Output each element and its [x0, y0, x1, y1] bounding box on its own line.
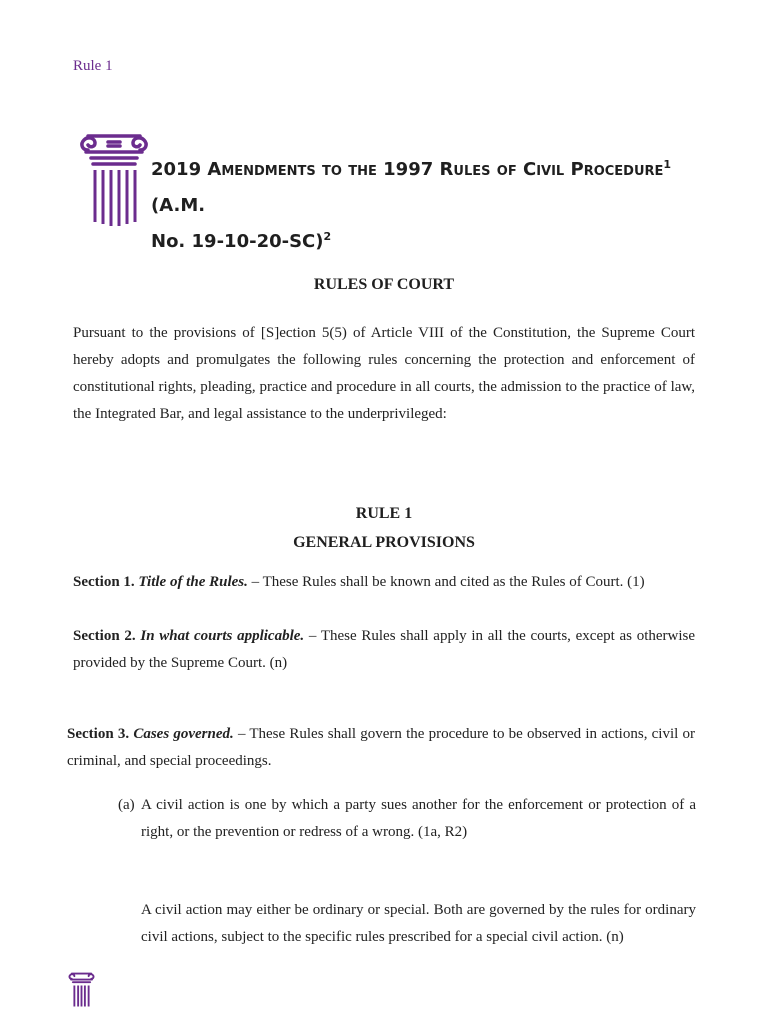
list-item-a-continued: A civil action may either be ordinary or special. Both are governed by the rules for ordinary civil actions, subject to the specific rules prescribed for a special civil action. (n)	[141, 902, 696, 945]
rule-heading: RULE 1	[355, 505, 413, 522]
section-1	[73, 569, 695, 596]
title-year: 2019	[151, 159, 202, 180]
section-title: Cases governed.	[133, 726, 234, 742]
title-word: Rules	[439, 159, 491, 180]
running-header: Rule 1	[73, 58, 113, 74]
title-word: to the	[322, 159, 377, 180]
title-word: Procedure	[570, 159, 664, 180]
preamble-paragraph: Pursuant to the provisions of [S]ection 5(5) of Article VIII of the Constitution, the Supreme Court hereby adopts and promulgates the following rules concerning the protection and enforcement of constitutional rights, pleading, practice and procedure in all courts, the admission to the practice of law, the Integrated Bar, and legal assistance to the underprivileged:	[73, 325, 695, 422]
list-item-a: A civil action is one by which a party sues another for the enforcement or protection of a right, or the prevention or redress of a wrong. (1a, R2)	[141, 797, 696, 840]
rule-subheading: GENERAL PROVISIONS	[293, 534, 475, 551]
section-text: – These Rules shall govern the procedure to be observed in actions, civil or criminal, and special proceedings.	[67, 726, 695, 769]
section-title: In what courts applicable.	[140, 628, 305, 644]
title-word: Amendments	[207, 159, 316, 180]
section-3	[67, 721, 695, 775]
section-label: Section 2.	[73, 628, 136, 644]
greek-column-icon	[68, 972, 95, 1008]
section-label: Section 1.	[73, 574, 135, 590]
section-text: – These Rules shall be known and cited as the Rules of Court. (1)	[247, 574, 645, 590]
footnote-ref[interactable]: 1	[663, 158, 672, 171]
greek-column-icon	[78, 132, 150, 228]
section-title: Title of the Rules.	[138, 574, 248, 590]
footnote-ref[interactable]: 2	[323, 230, 332, 243]
rules-of-court-heading: RULES OF COURT	[313, 276, 455, 293]
title-am-number: No. 19-10-20-SC)	[151, 231, 324, 252]
title-word: Civil	[522, 159, 565, 180]
title-am-open: (A.M.	[151, 195, 206, 216]
section-2	[73, 623, 695, 677]
title-word: of	[496, 159, 517, 180]
document-title	[151, 152, 711, 260]
title-year: 1997	[383, 159, 434, 180]
list-marker-a: (a)	[118, 797, 135, 813]
section-label: Section 3.	[67, 726, 130, 742]
section-text: – These Rules shall apply in all the courts, except as otherwise provided by the Supreme Court. (n)	[73, 628, 696, 671]
